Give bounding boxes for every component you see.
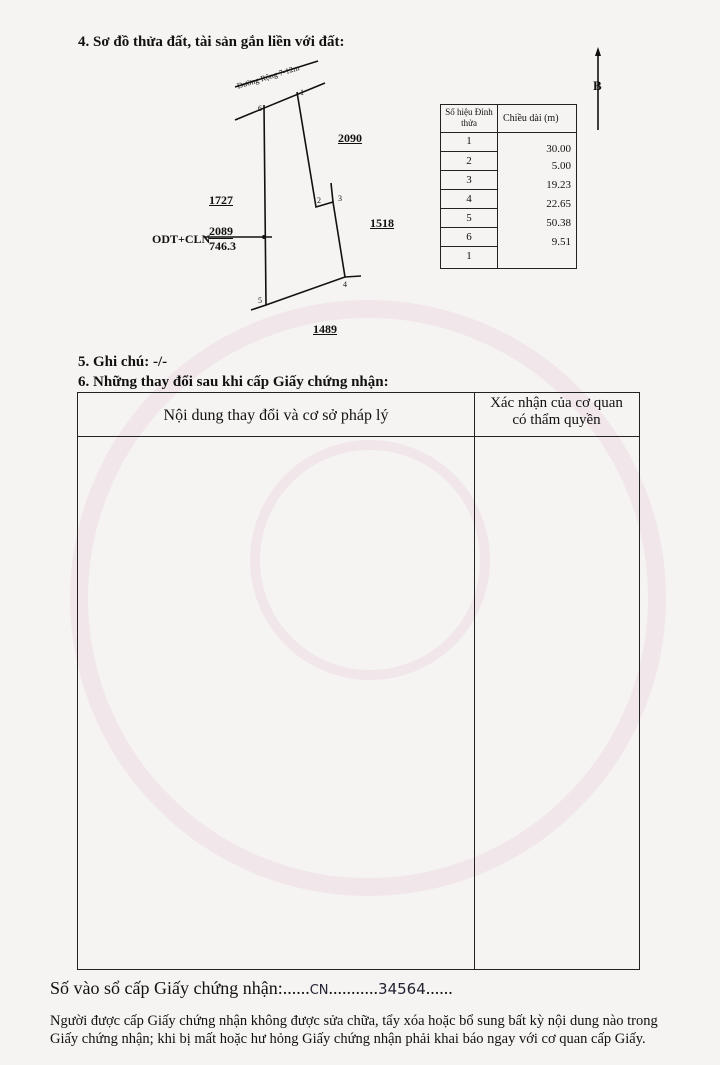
- length-cell: 50.38: [546, 217, 571, 229]
- parcel-area: 746.3: [209, 239, 236, 253]
- parcel-land-type: ODT+CLN: [152, 232, 211, 246]
- vertex-cell: 3: [441, 170, 497, 190]
- road-edge-bottom: [235, 83, 325, 120]
- neighbor-1727: 1727: [209, 193, 233, 207]
- vertex-cell: 5: [441, 208, 497, 228]
- length-cell: 22.65: [546, 198, 571, 210]
- road-label: Đường Rộng 7-12m: [236, 63, 301, 91]
- changes-col-content: Nội dung thay đổi và cơ sở pháp lý: [163, 407, 389, 424]
- north-label: B: [593, 78, 602, 93]
- neighbor-1518: 1518: [370, 216, 394, 230]
- vertex-cell: 1: [466, 135, 472, 147]
- section6-title: 6. Những thay đổi sau khi cấp Giấy chứng nhận:: [78, 374, 389, 390]
- registry-label: Số vào sổ cấp Giấy chứng nhận:......: [50, 978, 310, 998]
- boundary-length-table: [440, 104, 577, 269]
- vertex-5: 5: [258, 296, 262, 305]
- length-cell: 30.00: [546, 143, 571, 155]
- vertex-1: 1: [300, 88, 304, 97]
- neighbor-2090: 2090: [338, 131, 362, 145]
- changes-table: [77, 392, 640, 970]
- section4-title: 4. Sơ đồ thửa đất, tài sản gắn liền với đất:: [78, 34, 345, 50]
- changes-col-confirm-1: Xác nhận của cơ quan: [490, 395, 623, 411]
- length-cell: 19.23: [546, 179, 571, 191]
- vertex-cell: 1: [441, 246, 497, 266]
- registry-dots: ...........: [328, 978, 379, 998]
- changes-col-confirm-2: có thẩm quyền: [512, 412, 601, 428]
- registry-number-line: [50, 978, 453, 999]
- length-cell: 9.51: [551, 236, 571, 248]
- length-cell: 5.00: [551, 160, 571, 172]
- vertex-4: 4: [343, 280, 347, 289]
- parcel-diagram: [0, 0, 720, 340]
- header-length: Chiều dài (m): [503, 113, 559, 124]
- vertex-2: 2: [317, 196, 321, 205]
- section5-title: 5. Ghi chú: -/-: [78, 354, 168, 370]
- vertex-cell: 2: [441, 151, 497, 171]
- vertex-cell: 4: [441, 189, 497, 209]
- vertex-cell: 6: [441, 227, 497, 247]
- neighbor-1489: 1489: [313, 322, 337, 336]
- notice-line-1: Người được cấp Giấy chứng nhận không được sửa chữa, tẩy xóa hoặc bổ sung bất kỳ nội dung nào trong: [50, 1013, 658, 1029]
- registry-trail: ......: [425, 978, 453, 998]
- parcel-number: 2089: [209, 224, 233, 238]
- vertex-3: 3: [338, 194, 342, 203]
- vertex-6: 6: [258, 104, 262, 113]
- registry-prefix: CN: [309, 983, 329, 998]
- notice-line-2: Giấy chứng nhận; khi bị mất hoặc hư hỏng Giấy chứng nhận phải khai báo ngay với cơ quan cấp Giấy.: [50, 1031, 646, 1047]
- registry-number: 34564: [378, 980, 426, 998]
- header-vertex: Số hiệu Đỉnh thửa: [445, 107, 493, 128]
